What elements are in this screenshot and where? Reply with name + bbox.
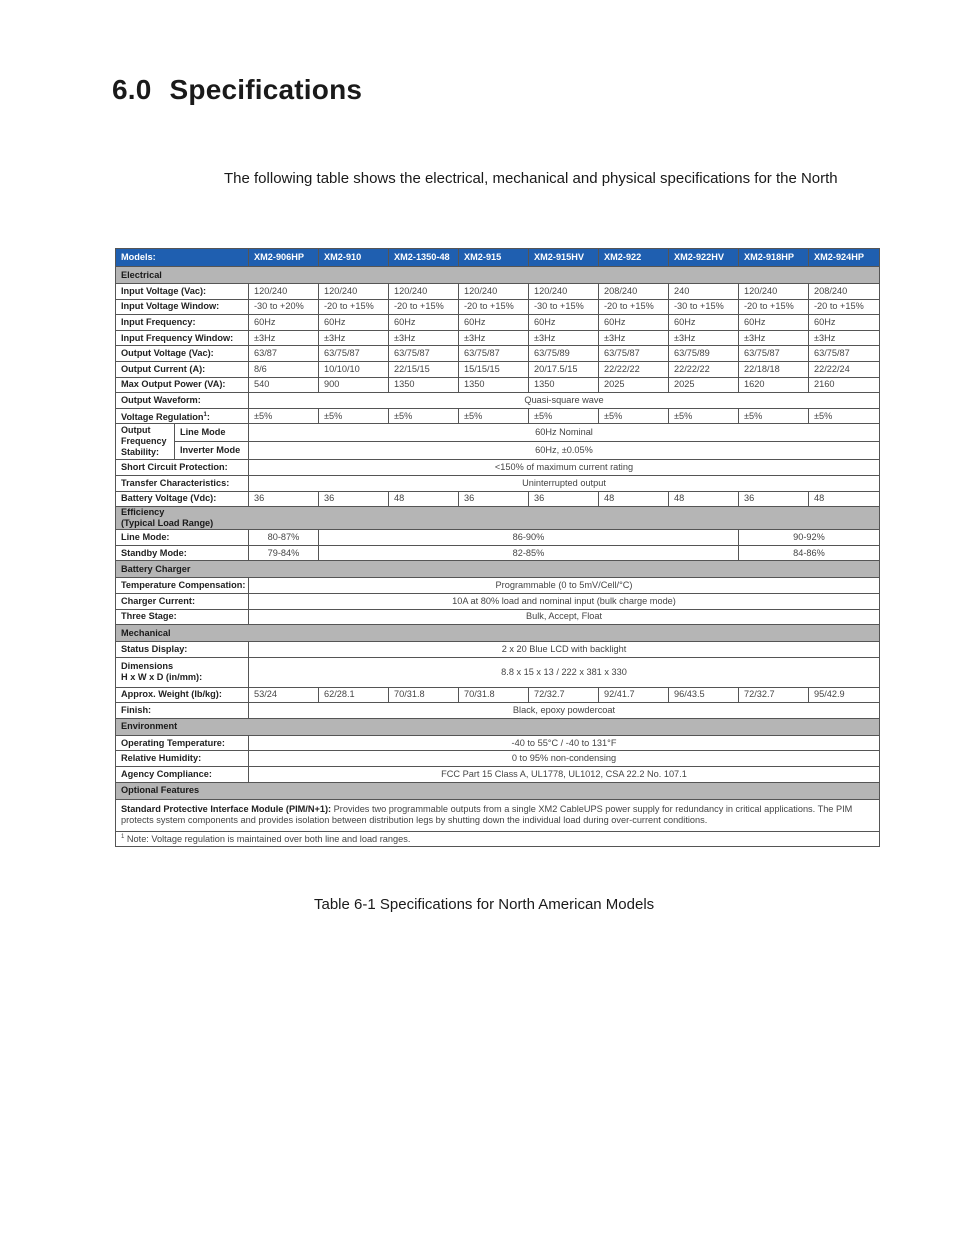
table-row	[116, 346, 880, 362]
footnote	[116, 831, 880, 847]
spec-value: 120/240	[459, 284, 529, 300]
row-label: Status Display:	[116, 642, 249, 658]
model-header: XM2-1350-48	[389, 249, 459, 267]
spec-value: -30 to +20%	[249, 299, 319, 315]
spec-value: 1350	[459, 377, 529, 393]
section-title: Efficiency (Typical Load Range)	[116, 507, 880, 530]
row-label: Max Output Power (VA):	[116, 377, 249, 393]
row-label: Finish:	[116, 703, 249, 719]
label-text: Voltage Regulation	[121, 411, 204, 422]
table-caption: Table 6-1 Specifications for North American Models	[314, 896, 655, 913]
spec-value: 63/87	[249, 346, 319, 362]
table-row	[116, 361, 880, 377]
table-row	[116, 687, 880, 703]
spec-value: 63/75/89	[529, 346, 599, 362]
spec-value: -20 to +15%	[599, 299, 669, 315]
spec-value: 60Hz	[459, 315, 529, 331]
spec-value: 96/43.5	[669, 687, 739, 703]
row-label	[116, 408, 249, 424]
spec-value: 86-90%	[319, 530, 739, 546]
row-label: Input Frequency Window:	[116, 330, 249, 346]
spec-value: 36	[739, 491, 809, 507]
spec-value: 22/22/22	[599, 361, 669, 377]
specifications-table	[115, 248, 880, 847]
spec-value: 240	[669, 284, 739, 300]
table-row	[116, 578, 880, 594]
model-header: XM2-910	[319, 249, 389, 267]
spec-value: Programmable (0 to 5mV/Cell/°C)	[249, 578, 880, 594]
footnote-row	[116, 831, 880, 847]
spec-value: 10/10/10	[319, 361, 389, 377]
spec-value: Black, epoxy powdercoat	[249, 703, 880, 719]
row-label: Standby Mode:	[116, 545, 249, 561]
table-row	[116, 703, 880, 719]
table-row	[116, 530, 880, 546]
spec-value: ±5%	[669, 408, 739, 424]
spec-value: ±5%	[459, 408, 529, 424]
spec-value: 1350	[389, 377, 459, 393]
spec-value: Bulk, Accept, Float	[249, 609, 880, 625]
spec-value: -20 to +15%	[459, 299, 529, 315]
section-title: Specifications	[169, 74, 363, 105]
spec-value: 60Hz	[249, 315, 319, 331]
row-label: Short Circuit Protection:	[116, 460, 249, 476]
table-row	[116, 330, 880, 346]
spec-value: 2160	[809, 377, 880, 393]
spec-value: 70/31.8	[389, 687, 459, 703]
model-header: XM2-915	[459, 249, 529, 267]
section-title: Environment	[116, 718, 880, 735]
spec-value: 900	[319, 377, 389, 393]
row-label: Output Current (A):	[116, 361, 249, 377]
row-label: Output Voltage (Vac):	[116, 346, 249, 362]
spec-value: 36	[529, 491, 599, 507]
page-title	[112, 74, 362, 106]
table-header-row	[116, 249, 880, 267]
table-row	[116, 460, 880, 476]
spec-value: -30 to +15%	[529, 299, 599, 315]
label-line: H x W x D (in/mm):	[121, 672, 203, 683]
spec-value: 48	[599, 491, 669, 507]
spec-value: ±5%	[249, 408, 319, 424]
model-header: XM2-906HP	[249, 249, 319, 267]
sub-label: Inverter Mode	[175, 442, 249, 460]
spec-value: 120/240	[249, 284, 319, 300]
spec-value: 63/75/87	[389, 346, 459, 362]
row-label	[116, 657, 249, 687]
spec-value: 63/75/87	[459, 346, 529, 362]
spec-value: ±3Hz	[809, 330, 880, 346]
spec-value: 95/42.9	[809, 687, 880, 703]
spec-value: ±5%	[319, 408, 389, 424]
spec-value: ±3Hz	[249, 330, 319, 346]
table-row	[116, 284, 880, 300]
section-header	[116, 267, 880, 284]
spec-value: 120/240	[389, 284, 459, 300]
row-label: Input Voltage (Vac):	[116, 284, 249, 300]
spec-value: 36	[319, 491, 389, 507]
spec-value: -30 to +15%	[669, 299, 739, 315]
spec-value: 84-86%	[739, 545, 880, 561]
spec-value: 20/17.5/15	[529, 361, 599, 377]
spec-value: <150% of maximum current rating	[249, 460, 880, 476]
table-row	[116, 593, 880, 609]
spec-value: ±3Hz	[389, 330, 459, 346]
spec-value: 60Hz	[319, 315, 389, 331]
spec-value: 60Hz	[599, 315, 669, 331]
spec-value: 48	[669, 491, 739, 507]
intro-paragraph: The following table shows the electrical, mechanical and physical specifications for the North	[224, 170, 838, 187]
spec-value: 53/24	[249, 687, 319, 703]
spec-value: 72/32.7	[529, 687, 599, 703]
model-header: XM2-922HV	[669, 249, 739, 267]
spec-value: 60Hz Nominal	[249, 424, 880, 442]
table-row	[116, 408, 880, 424]
section-header	[116, 625, 880, 642]
spec-value: 208/240	[809, 284, 880, 300]
spec-value: 72/32.7	[739, 687, 809, 703]
spec-value: 36	[249, 491, 319, 507]
row-label: Approx. Weight (lb/kg):	[116, 687, 249, 703]
spec-value: ±5%	[389, 408, 459, 424]
table-row	[116, 393, 880, 409]
spec-value: 70/31.8	[459, 687, 529, 703]
row-label: Temperature Compensation:	[116, 578, 249, 594]
spec-value: 80-87%	[249, 530, 319, 546]
sub-label: Line Mode	[175, 424, 249, 442]
table-row	[116, 475, 880, 491]
spec-value: 0 to 95% non-condensing	[249, 751, 880, 767]
spec-value: ±5%	[529, 408, 599, 424]
table-row	[116, 735, 880, 751]
spec-value: 1350	[529, 377, 599, 393]
spec-value: ±3Hz	[669, 330, 739, 346]
row-label: Line Mode:	[116, 530, 249, 546]
spec-value: ±5%	[809, 408, 880, 424]
row-label: Input Frequency:	[116, 315, 249, 331]
spec-value: FCC Part 15 Class A, UL1778, UL1012, CSA 22.2 No. 107.1	[249, 767, 880, 783]
spec-value: ±3Hz	[319, 330, 389, 346]
label-line: Dimensions	[121, 661, 174, 672]
spec-value: 22/22/24	[809, 361, 880, 377]
spec-value: 48	[809, 491, 880, 507]
spec-value: 90-92%	[739, 530, 880, 546]
spec-value: 2 x 20 Blue LCD with backlight	[249, 642, 880, 658]
row-label: Output Frequency Stability:	[116, 424, 175, 460]
row-label: Output Waveform:	[116, 393, 249, 409]
model-header: XM2-922	[599, 249, 669, 267]
footnote-text: Note: Voltage regulation is maintained over both line and load ranges.	[124, 834, 411, 845]
section-title: Battery Charger	[116, 561, 880, 578]
spec-value: -20 to +15%	[809, 299, 880, 315]
spec-value: 540	[249, 377, 319, 393]
section-header	[116, 561, 880, 578]
spec-value: -20 to +15%	[389, 299, 459, 315]
spec-value: 60Hz	[739, 315, 809, 331]
spec-value: 60Hz	[389, 315, 459, 331]
spec-value: 8.8 x 15 x 13 / 222 x 381 x 330	[249, 657, 880, 687]
spec-value: 63/75/89	[669, 346, 739, 362]
section-header	[116, 507, 880, 530]
spec-value: 92/41.7	[599, 687, 669, 703]
spec-value: 120/240	[739, 284, 809, 300]
spec-value: 1620	[739, 377, 809, 393]
footnote-marker: 1	[203, 411, 207, 418]
footnote-marker: 1	[121, 834, 125, 841]
spec-value: 63/75/87	[319, 346, 389, 362]
row-label: Transfer Characteristics:	[116, 475, 249, 491]
spec-value: 22/15/15	[389, 361, 459, 377]
spec-value: Uninterrupted output	[249, 475, 880, 491]
spec-value: 208/240	[599, 284, 669, 300]
spec-value: 120/240	[319, 284, 389, 300]
row-label: Input Voltage Window:	[116, 299, 249, 315]
pim-text: Provides two programmable outputs from a single XM2 CableUPS power supply for redundancy in critical applications. The PIM protects system components and provides isolation between distribution legs by shutting down the individual load during over-current conditions.	[121, 804, 853, 826]
table-row	[116, 642, 880, 658]
spec-value: 36	[459, 491, 529, 507]
table-row	[116, 491, 880, 507]
table-row	[116, 424, 880, 442]
table-row	[116, 377, 880, 393]
spec-value: 63/75/87	[809, 346, 880, 362]
section-title: Optional Features	[116, 782, 880, 799]
spec-value: 63/75/87	[739, 346, 809, 362]
spec-value: 8/6	[249, 361, 319, 377]
section-header	[116, 782, 880, 799]
spec-value: 10A at 80% load and nominal input (bulk charge mode)	[249, 593, 880, 609]
section-title: Electrical	[116, 267, 880, 284]
pim-title: Standard Protective Interface Module (PIM/N+1):	[121, 804, 332, 815]
spec-value: 79-84%	[249, 545, 319, 561]
model-header: XM2-918HP	[739, 249, 809, 267]
section-number: 6.0	[112, 74, 152, 105]
row-label: Agency Compliance:	[116, 767, 249, 783]
spec-value: 120/240	[529, 284, 599, 300]
table-row	[116, 315, 880, 331]
spec-value: ±3Hz	[529, 330, 599, 346]
table-row	[116, 545, 880, 561]
spec-value: 62/28.1	[319, 687, 389, 703]
label-suffix: :	[206, 411, 210, 422]
model-header: XM2-924HP	[809, 249, 880, 267]
spec-value: -20 to +15%	[319, 299, 389, 315]
row-label: Relative Humidity:	[116, 751, 249, 767]
spec-value: 48	[389, 491, 459, 507]
spec-value: ±3Hz	[599, 330, 669, 346]
table-row	[116, 442, 880, 460]
row-label: Battery Voltage (Vdc):	[116, 491, 249, 507]
spec-value: ±5%	[599, 408, 669, 424]
spec-value: -20 to +15%	[739, 299, 809, 315]
spec-value: 15/15/15	[459, 361, 529, 377]
spec-value: ±5%	[739, 408, 809, 424]
models-label: Models:	[116, 249, 249, 267]
model-header: XM2-915HV	[529, 249, 599, 267]
section-title: Mechanical	[116, 625, 880, 642]
spec-value: 60Hz	[809, 315, 880, 331]
spec-value: 60Hz, ±0.05%	[249, 442, 880, 460]
spec-value: 60Hz	[669, 315, 739, 331]
spec-value: 2025	[599, 377, 669, 393]
row-label: Operating Temperature:	[116, 735, 249, 751]
table-row	[116, 657, 880, 687]
spec-value: 60Hz	[529, 315, 599, 331]
pim-description	[116, 799, 880, 831]
table-row	[116, 767, 880, 783]
table-row	[116, 299, 880, 315]
spec-value: 63/75/87	[599, 346, 669, 362]
spec-value: 82-85%	[319, 545, 739, 561]
spec-value: -40 to 55°C / -40 to 131°F	[249, 735, 880, 751]
spec-value: 2025	[669, 377, 739, 393]
spec-value: ±3Hz	[459, 330, 529, 346]
table-row	[116, 609, 880, 625]
table-row	[116, 751, 880, 767]
spec-value: ±3Hz	[739, 330, 809, 346]
spec-value: 22/22/22	[669, 361, 739, 377]
row-label: Charger Current:	[116, 593, 249, 609]
section-header	[116, 718, 880, 735]
row-label: Three Stage:	[116, 609, 249, 625]
table-row	[116, 799, 880, 831]
spec-value: Quasi-square wave	[249, 393, 880, 409]
spec-value: 22/18/18	[739, 361, 809, 377]
